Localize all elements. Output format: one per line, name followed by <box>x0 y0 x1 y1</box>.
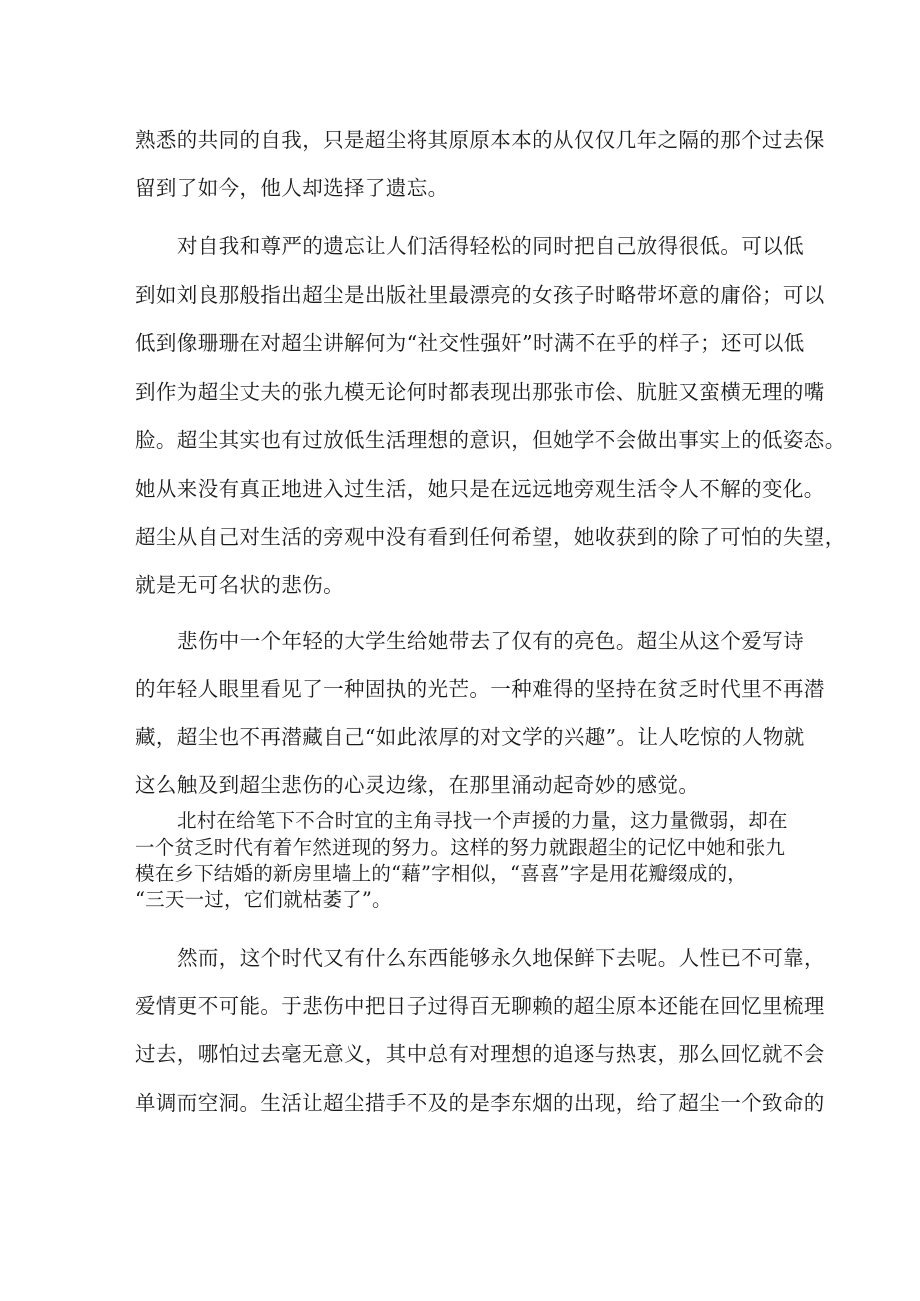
text-line: 然而，这个时代又有什么东西能够永久地保鲜下去呢。人性已不可靠， <box>177 946 825 970</box>
text-line: 对自我和尊严的遗忘让人们活得轻松的同时把自己放得很低。可以低 <box>177 234 804 258</box>
text-line: 单调而空洞。生活让超尘措手不及的是李东烟的出现，给了超尘一个致命的 <box>135 1091 825 1115</box>
text-line: 她从来没有真正地进入过生活，她只是在远远地旁观生活令人不解的变化。 <box>135 477 825 501</box>
text-line: 的年轻人眼里看见了一种固执的光芒。一种难得的坚持在贫乏时代里不再潜 <box>135 677 825 701</box>
text-line: 脸。超尘其实也有过放低生活理想的意识，但她学不会做出事实上的低姿态。 <box>135 428 846 452</box>
text-line: 就是无可名状的悲伤。 <box>135 573 344 597</box>
text-line: 到作为超尘丈夫的张九模无论何时都表现出那张市侩、肮脏又蛮横无理的嘴 <box>135 380 825 404</box>
text-line: 留到了如今，他人却选择了遗忘。 <box>135 176 449 200</box>
text-line: 藏，超尘也不再潜藏自己“如此浓厚的对文学的兴趣”。让人吃惊的人物就 <box>135 725 805 749</box>
text-line: 超尘从自己对生活的旁观中没有看到任何希望，她收获到的除了可怕的失望， <box>135 525 846 549</box>
text-line: 低到像珊珊在对超尘讲解何为“社交性强奸”时满不在乎的样子；还可以低 <box>135 331 805 355</box>
text-line: 悲伤中一个年轻的大学生给她带去了仅有的亮色。超尘从这个爱写诗 <box>177 629 804 653</box>
text-line: 爱情更不可能。于悲伤中把日子过得百无聊赖的超尘原本还能在回忆里梳理 <box>135 994 825 1018</box>
text-line: 北村在给笔下不合时宜的主角寻找一个声援的力量，这力量微弱，却在 <box>177 809 788 832</box>
text-line: 一个贫乏时代有着乍然迸现的努力。这样的努力就跟超尘的记忆中她和张九 <box>135 836 786 859</box>
text-line: “三天一过，它们就枯萎了”。 <box>135 888 392 911</box>
text-line: 熟悉的共同的自我，只是超尘将其原原本本的从仅仅几年之隔的那个过去保 <box>135 128 825 152</box>
text-line: 过去，哪怕过去毫无意义，其中总有对理想的追逐与热衷，那么回忆就不会 <box>135 1042 825 1066</box>
text-line: 模在乡下结婚的新房里墙上的“藉”字相似，“喜喜”字是用花瓣缀成的， <box>135 862 747 885</box>
text-line: 这么触及到超尘悲伤的心灵边缘，在那里涌动起奇妙的感觉。 <box>135 773 700 797</box>
text-line: 到如刘良那般指出超尘是出版社里最漂亮的女孩子时略带坏意的庸俗；可以 <box>135 283 825 307</box>
